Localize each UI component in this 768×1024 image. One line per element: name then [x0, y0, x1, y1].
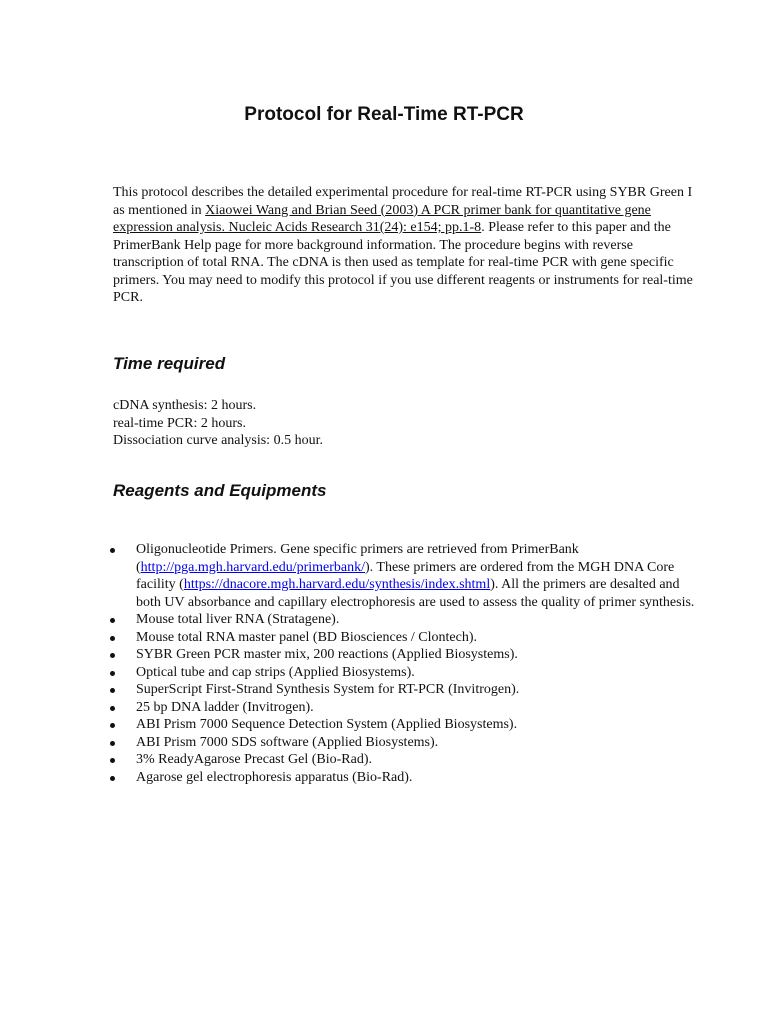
list-item-text: Optical tube and cap strips (Applied Biosystems). — [136, 664, 415, 680]
bullet-icon — [110, 776, 115, 781]
list-item — [91, 611, 705, 629]
list-item-text: SuperScript First-Strand Synthesis System for RT-PCR (Invitrogen). — [136, 682, 520, 697]
list-item-text: Agarose gel electrophoresis apparatus (Bio-Rad). — [136, 769, 413, 785]
bullet-icon — [110, 706, 115, 711]
bullet-icon — [110, 741, 115, 746]
bullet-icon — [110, 688, 115, 693]
bullet-icon — [110, 548, 115, 553]
list-item — [91, 751, 705, 769]
bullet-icon — [110, 723, 115, 728]
bullet-icon — [110, 671, 115, 676]
time-line-pcr: real-time PCR: 2 hours. — [113, 415, 246, 431]
intro-text-end: . Please refer to this paper and the PrimerBank Help page for more background information. The procedure begins with reverse transcription of total RNA. The cDNA is then used as template for real-time PCR with gene specific primers. You may need to modify this protocol if you use different reagents or instruments for real-time PCR. — [113, 220, 693, 305]
list-item-text: ABI Prism 7000 Sequence Detection System (Applied Biosystems). — [136, 717, 518, 732]
time-line-dissociation: Dissociation curve analysis: 0.5 hour. — [113, 433, 323, 448]
primer-text-2: ). These primers are ordered from the MGH DNA Core facility ( — [136, 559, 675, 592]
intro-paragraph — [113, 184, 703, 307]
time-required-heading: Time required — [113, 354, 226, 373]
bullet-icon — [110, 636, 115, 641]
list-item — [91, 699, 705, 717]
list-item — [91, 681, 705, 699]
list-item — [91, 541, 705, 611]
list-item — [91, 734, 705, 752]
list-item-text: 3% ReadyAgarose Precast Gel (Bio-Rad). — [136, 752, 372, 767]
list-item — [91, 716, 705, 734]
reagents-heading: Reagents and Equipments — [113, 481, 327, 500]
time-required-list — [113, 397, 323, 450]
list-item — [91, 646, 705, 664]
list-item — [91, 664, 705, 682]
intro-text-start: This protocol describes the detailed experimental procedure for real-time RT-PCR using SYBR Green I as mentioned in — [113, 185, 693, 218]
primerbank-link[interactable]: http://pga.mgh.harvard.edu/primerbank/ — [140, 559, 365, 575]
dnacore-link[interactable]: https://dnacore.mgh.harvard.edu/synthesis/index.shtml — [183, 577, 491, 592]
reagents-list — [113, 541, 705, 786]
bullet-icon — [110, 758, 115, 763]
list-item — [91, 629, 705, 647]
bullet-icon — [110, 618, 115, 623]
bullet-icon — [110, 653, 115, 658]
primer-text-3: ). All the primers are desalted and both UV absorbance and capillary electrophoresis are used to assess the quality of primer synthesis. — [136, 577, 695, 610]
citation-link[interactable]: Xiaowei Wang and Brian Seed (2003) A PCR primer bank for quantitative gene expression analysis. Nucleic Acids Research 31(24): e154; pp.1-8 — [113, 202, 651, 235]
list-item-text: SYBR Green PCR master mix, 200 reactions (Applied Biosystems). — [136, 647, 518, 662]
page-title: Protocol for Real-Time RT-PCR — [244, 104, 524, 125]
list-item-text: Mouse total liver RNA (Stratagene). — [136, 612, 340, 627]
time-line-cdna: cDNA synthesis: 2 hours. — [113, 398, 257, 413]
list-item — [91, 769, 705, 787]
list-item-text: ABI Prism 7000 SDS software (Applied Biosystems). — [136, 734, 439, 750]
primer-text-1: Oligonucleotide Primers. Gene specific primers are retrieved from PrimerBank ( — [136, 542, 579, 575]
list-item-text: Mouse total RNA master panel (BD Biosciences / Clontech). — [136, 629, 477, 645]
list-item-text: 25 bp DNA ladder (Invitrogen). — [136, 699, 314, 715]
